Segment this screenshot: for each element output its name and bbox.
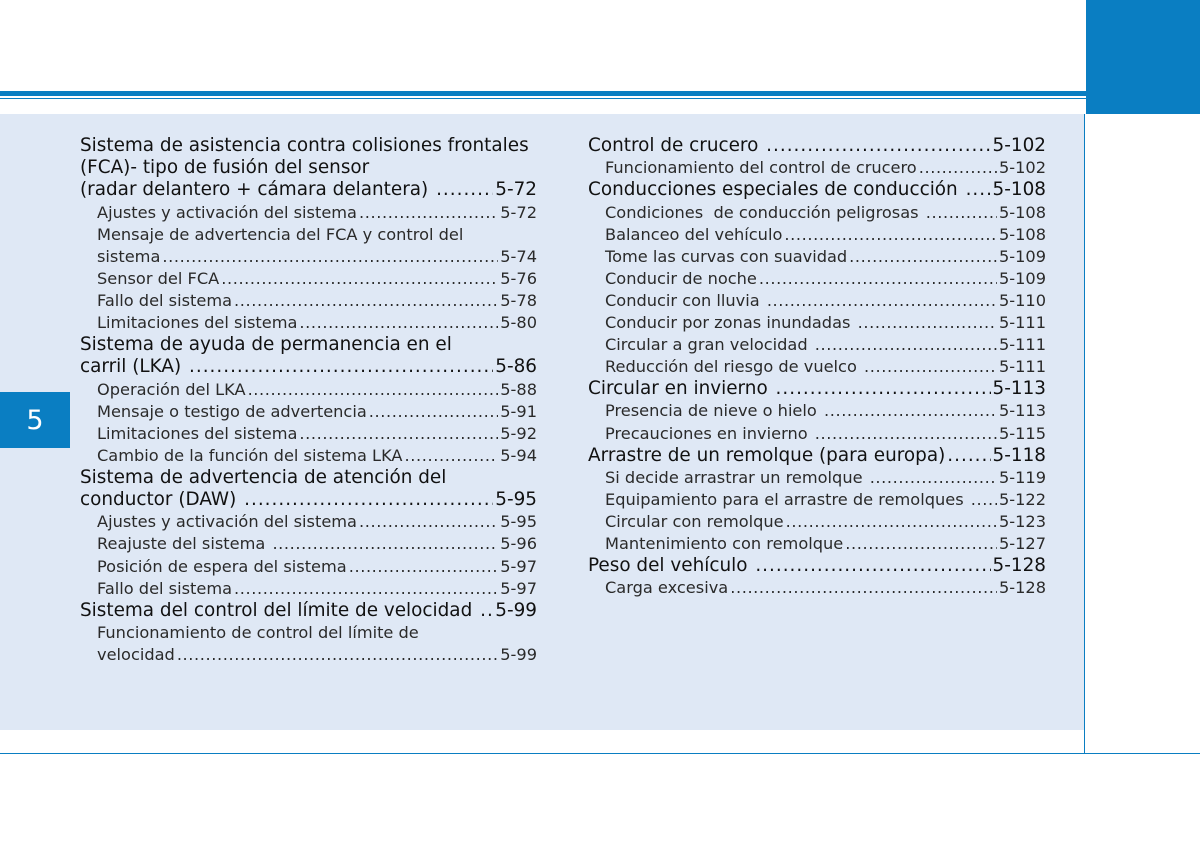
toc-title-line xyxy=(605,356,1046,378)
toc-title: Precauciones en invierno xyxy=(605,423,813,443)
toc-section[interactable] xyxy=(80,334,537,378)
toc-title-line xyxy=(80,356,537,378)
toc-title-line xyxy=(97,379,537,401)
dot-leader xyxy=(349,556,499,578)
toc-subsection[interactable] xyxy=(588,202,1046,224)
toc-subsection[interactable] xyxy=(80,622,537,666)
footer-rule xyxy=(0,753,1200,754)
toc-title-line xyxy=(605,290,1046,312)
dot-leader xyxy=(248,379,499,401)
toc-title-line xyxy=(588,555,1046,577)
toc-subsection[interactable] xyxy=(80,202,537,224)
page-number: 5-113 xyxy=(998,401,1046,421)
toc-title-line xyxy=(605,202,1046,224)
toc-title: Sistema del control del límite de velocidad xyxy=(80,599,479,621)
page-number: 5-95 xyxy=(495,489,537,511)
toc-title: Conducciones especiales de conducción xyxy=(588,179,964,201)
toc-title: Operación del LKA xyxy=(97,379,246,399)
dot-leader xyxy=(177,644,498,666)
page-number: 5-97 xyxy=(500,556,537,576)
toc-title-line xyxy=(605,312,1046,334)
toc-title-line xyxy=(605,246,1046,268)
toc-title: Posición de espera del sistema xyxy=(97,556,347,576)
page-number: 5-102 xyxy=(998,158,1046,178)
toc-title-line xyxy=(97,578,537,600)
toc-title: Fallo del sistema xyxy=(97,290,233,310)
toc-left-column xyxy=(80,135,537,666)
toc-title: Funcionamiento del control de crucero xyxy=(605,158,917,178)
toc-subsection[interactable] xyxy=(588,334,1046,356)
toc-title: conductor (DAW) xyxy=(80,489,243,511)
page-number: 5-111 xyxy=(998,312,1046,332)
toc-title: Conducir de noche xyxy=(605,268,757,288)
toc-subsection[interactable] xyxy=(588,511,1046,533)
toc-title: Mantenimiento con remolque xyxy=(605,534,844,554)
toc-title-line xyxy=(97,445,537,467)
page-number: 5-88 xyxy=(500,379,537,399)
toc-title-line xyxy=(80,179,537,201)
toc-title-line xyxy=(605,400,1046,422)
toc-title: Tome las curvas con suavidad xyxy=(605,246,848,266)
toc-title-line: Sistema de ayuda de permanencia en el xyxy=(80,334,452,356)
dot-leader xyxy=(815,423,997,445)
dot-leader xyxy=(359,202,498,224)
page-number: 5-119 xyxy=(998,467,1046,487)
toc-title-line xyxy=(588,135,1046,157)
toc-title-line xyxy=(97,246,537,268)
toc-subsection[interactable] xyxy=(588,356,1046,378)
toc-subsection[interactable] xyxy=(80,290,537,312)
toc-subsection[interactable] xyxy=(80,379,537,401)
page-number: 5-109 xyxy=(998,268,1046,288)
toc-subsection[interactable] xyxy=(588,268,1046,290)
toc-section[interactable] xyxy=(588,135,1046,157)
page-number: 5-76 xyxy=(500,268,537,288)
toc-subsection[interactable] xyxy=(80,556,537,578)
corner-tab xyxy=(1086,0,1200,114)
toc-subsection[interactable] xyxy=(80,511,537,533)
dot-leader xyxy=(766,135,990,157)
page-number: 5-115 xyxy=(998,423,1046,443)
dot-leader xyxy=(730,577,997,599)
dot-leader xyxy=(299,423,498,445)
toc-title: Si decide arrastrar un remolque xyxy=(605,467,868,487)
toc-subsection[interactable] xyxy=(80,312,537,334)
page-number: 5-102 xyxy=(992,135,1046,156)
toc-title: Conducir con lluvia xyxy=(605,290,765,310)
toc-subsection[interactable] xyxy=(80,533,537,555)
toc-title: Limitaciones del sistema xyxy=(97,423,298,443)
toc-subsection[interactable] xyxy=(588,489,1046,511)
toc-title-line xyxy=(97,312,537,334)
toc-right-column xyxy=(588,135,1046,600)
toc-title-line xyxy=(97,644,537,666)
page-number: 5-92 xyxy=(500,423,537,443)
toc-title-line xyxy=(605,489,1046,511)
toc-title: Carga excesiva xyxy=(605,578,729,598)
chapter-tab[interactable]: 5 xyxy=(0,392,70,448)
toc-subsection[interactable] xyxy=(80,445,537,467)
toc-title-line: Sistema de advertencia de atención del xyxy=(80,466,447,488)
toc-title-line xyxy=(80,600,537,622)
dot-leader xyxy=(870,467,997,489)
toc-title-line xyxy=(588,445,1046,467)
page-number: 5-108 xyxy=(998,202,1046,222)
toc-title: Control de crucero xyxy=(588,135,765,156)
toc-title: Mensaje o testigo de advertencia xyxy=(97,401,367,421)
page-number: 5-80 xyxy=(500,313,537,333)
dot-leader xyxy=(815,334,997,356)
toc-title-line xyxy=(605,467,1046,489)
page-number: 5-128 xyxy=(992,555,1046,577)
dot-leader xyxy=(234,290,498,312)
page-number: 5-72 xyxy=(500,202,537,222)
toc-title: Presencia de nieve o hielo xyxy=(605,401,822,421)
toc-title-line xyxy=(97,268,537,290)
toc-title: Condiciones de conducción peligrosas xyxy=(605,202,924,222)
toc-title: Reajuste del sistema xyxy=(97,534,271,554)
toc-subsection[interactable] xyxy=(80,578,537,600)
page-number: 5-111 xyxy=(998,335,1046,355)
dot-leader xyxy=(404,445,498,467)
toc-subsection[interactable] xyxy=(588,224,1046,246)
toc-subsection[interactable] xyxy=(588,246,1046,268)
toc-title-line xyxy=(605,577,1046,599)
dot-leader xyxy=(919,157,997,179)
toc-section[interactable] xyxy=(588,179,1046,201)
toc-title-line xyxy=(97,423,537,445)
dot-leader xyxy=(189,356,493,378)
toc-title-line xyxy=(605,533,1046,555)
toc-title: Equipamiento para el arrastre de remolques xyxy=(605,489,969,509)
dot-leader xyxy=(786,511,997,533)
toc-title: Circular a gran velocidad xyxy=(605,335,813,355)
toc-title: Cambio de la función del sistema LKA xyxy=(97,445,403,465)
toc-title-line xyxy=(588,378,1046,400)
toc-title-line xyxy=(97,511,537,533)
page-number: 5-118 xyxy=(992,444,1046,466)
dot-leader xyxy=(864,356,997,378)
toc-title-line xyxy=(605,511,1046,533)
toc-subsection[interactable] xyxy=(80,423,537,445)
toc-title: Arrastre de un remolque (para europa) xyxy=(588,444,946,466)
page-number: 5-96 xyxy=(500,534,537,554)
page-number: 5-94 xyxy=(500,445,537,465)
dot-leader xyxy=(824,400,997,422)
toc-subsection[interactable] xyxy=(80,268,537,290)
toc-title-line xyxy=(605,334,1046,356)
dot-leader xyxy=(845,533,997,555)
dot-leader xyxy=(966,179,991,201)
toc-title: velocidad xyxy=(97,645,175,665)
page-number: 5-123 xyxy=(998,512,1046,532)
toc-title-line xyxy=(605,423,1046,445)
toc-section[interactable] xyxy=(80,135,537,202)
toc-title: Reducción del riesgo de vuelco xyxy=(605,357,862,377)
dot-leader xyxy=(436,179,493,201)
page-number: 5-111 xyxy=(998,357,1046,377)
toc-title: (radar delantero + cámara delantera) xyxy=(80,179,435,201)
dot-leader xyxy=(776,378,991,400)
page-number: 5-91 xyxy=(500,401,537,421)
page-number: 5-74 xyxy=(500,246,537,266)
toc-subsection[interactable] xyxy=(588,400,1046,422)
header-rule-thin xyxy=(0,98,1086,99)
toc-section[interactable] xyxy=(80,467,537,511)
dot-leader xyxy=(767,290,997,312)
toc-title-line xyxy=(605,268,1046,290)
toc-title-line xyxy=(80,489,537,511)
toc-title: carril (LKA) xyxy=(80,356,188,378)
toc-title-line xyxy=(97,290,537,312)
dot-leader xyxy=(359,511,498,533)
margin-rule xyxy=(1084,114,1085,754)
page-number: 5-78 xyxy=(500,290,537,310)
toc-section[interactable] xyxy=(588,555,1046,577)
dot-leader xyxy=(244,489,493,511)
page-number: 5-97 xyxy=(500,578,537,598)
dot-leader xyxy=(858,312,997,334)
toc-title-line xyxy=(97,556,537,578)
toc-title: Limitaciones del sistema xyxy=(97,313,298,333)
toc-title: Sensor del FCA xyxy=(97,268,220,288)
toc-subsection[interactable] xyxy=(80,224,537,268)
toc-title: Ajustes y activación del sistema xyxy=(97,512,357,532)
page-number: 5-113 xyxy=(992,378,1046,400)
dot-leader xyxy=(947,445,990,467)
dot-leader xyxy=(299,312,498,334)
toc-section[interactable] xyxy=(588,378,1046,400)
toc-section[interactable] xyxy=(80,600,537,622)
toc-title: Circular en invierno xyxy=(588,378,774,400)
toc-subsection[interactable] xyxy=(588,467,1046,489)
toc-subsection[interactable] xyxy=(588,312,1046,334)
toc-subsection[interactable] xyxy=(588,533,1046,555)
page-number: 5-122 xyxy=(998,489,1046,509)
toc-section[interactable] xyxy=(588,445,1046,467)
toc-title-line xyxy=(97,202,537,224)
header-rule xyxy=(0,91,1086,96)
toc-title: Circular con remolque xyxy=(605,512,784,532)
toc-title-line: Mensaje de advertencia del FCA y control del xyxy=(97,224,464,244)
page-number: 5-99 xyxy=(500,645,537,665)
toc-title-line: Sistema de asistencia contra colisiones frontales xyxy=(80,135,529,156)
page-number: 5-72 xyxy=(495,179,537,201)
dot-leader xyxy=(926,202,997,224)
toc-subsection[interactable] xyxy=(588,290,1046,312)
dot-leader xyxy=(221,268,498,290)
toc-title: Fallo del sistema xyxy=(97,578,233,598)
page-number: 5-95 xyxy=(500,512,537,532)
dot-leader xyxy=(162,246,498,268)
toc-title-line xyxy=(588,179,1046,201)
page-number: 5-109 xyxy=(998,246,1046,266)
page-number: 5-110 xyxy=(998,290,1046,310)
toc-title-line: Funcionamiento de control del límite de xyxy=(97,622,419,642)
toc-title: Balanceo del vehículo xyxy=(605,224,783,244)
toc-title-line xyxy=(97,401,537,423)
toc-title: Peso del vehículo xyxy=(588,555,754,577)
dot-leader xyxy=(480,600,493,622)
toc-subsection[interactable] xyxy=(588,423,1046,445)
toc-title: sistema xyxy=(97,246,161,266)
dot-leader xyxy=(759,268,997,290)
toc-title-line xyxy=(605,157,1046,179)
toc-title: Ajustes y activación del sistema xyxy=(97,202,357,222)
dot-leader xyxy=(971,489,997,511)
toc-subsection[interactable] xyxy=(80,401,537,423)
page-number: 5-108 xyxy=(998,224,1046,244)
toc-subsection[interactable] xyxy=(588,157,1046,179)
dot-leader xyxy=(234,578,498,600)
page-number: 5-128 xyxy=(998,578,1046,598)
page-number: 5-86 xyxy=(495,356,537,378)
dot-leader xyxy=(849,246,997,268)
page-number: 5-127 xyxy=(998,534,1046,554)
dot-leader xyxy=(755,555,990,577)
dot-leader xyxy=(784,224,997,246)
toc-subsection[interactable] xyxy=(588,577,1046,599)
toc-title-line xyxy=(605,224,1046,246)
toc-title-line: (FCA)- tipo de fusión del sensor xyxy=(80,157,370,179)
toc-title: Conducir por zonas inundadas xyxy=(605,312,856,332)
dot-leader xyxy=(272,533,498,555)
page-number: 5-108 xyxy=(992,179,1046,201)
toc-title-line xyxy=(97,533,537,555)
dot-leader xyxy=(369,401,499,423)
page-number: 5-99 xyxy=(495,599,537,621)
